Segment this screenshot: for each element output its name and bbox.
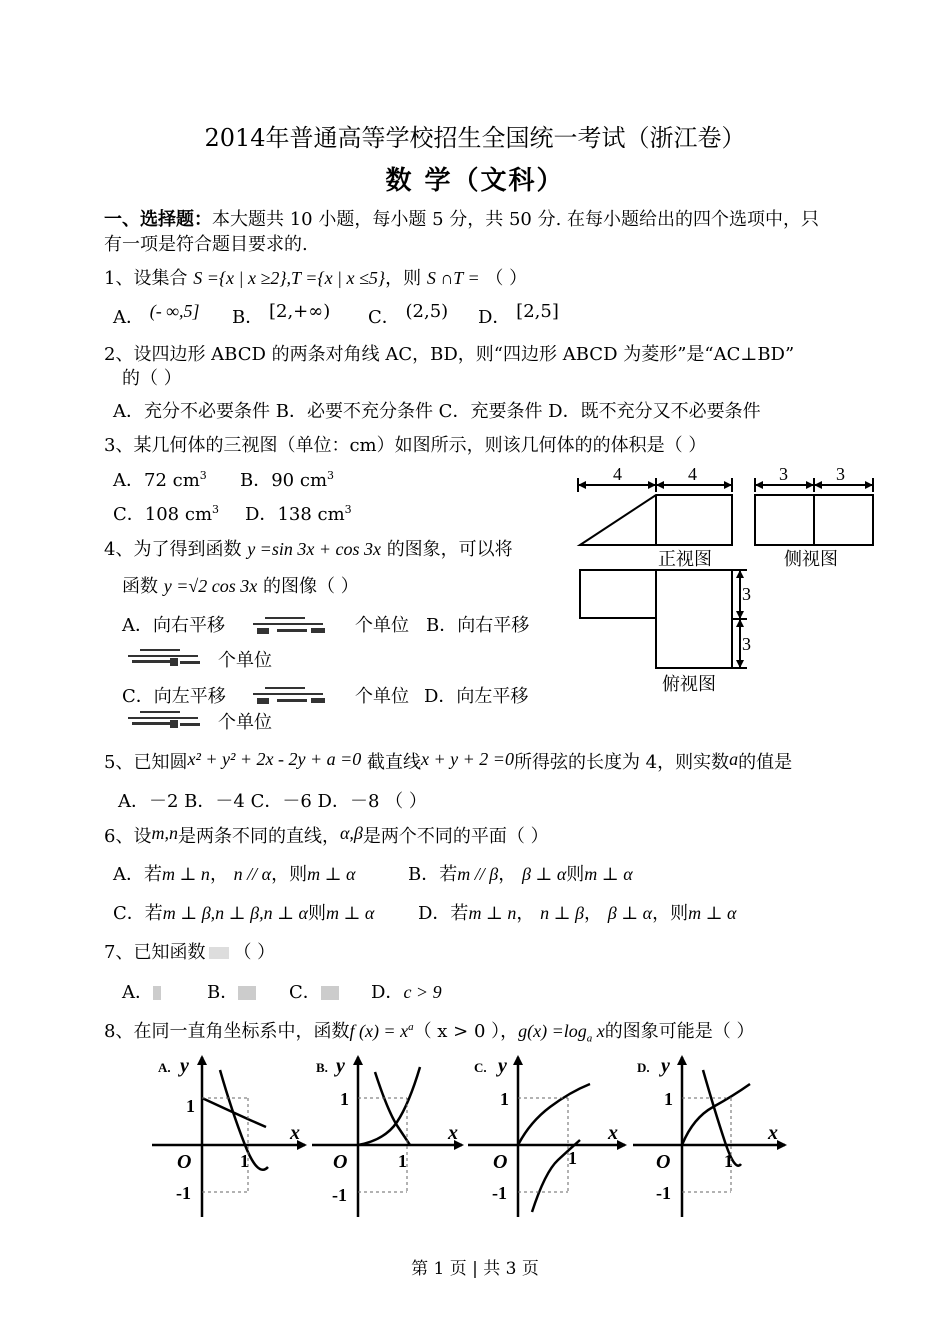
axis-y-label: y [661, 1055, 670, 1077]
axis-x-label: x [608, 1122, 618, 1144]
axis-y-label: y [498, 1055, 507, 1077]
graph-c[interactable] [468, 1055, 625, 1217]
q6-option-d[interactable] [418, 899, 736, 925]
option-math: m ⊥ β,n ⊥ β,n ⊥ α [162, 903, 308, 923]
q5-options[interactable]: A．－2 B．－4 C．－6 D．－8 （ ） [118, 791, 427, 812]
option-label: B． [232, 307, 264, 328]
option-math: m ⊥ n [162, 864, 210, 884]
page-number: 第 1 页 | 共 3 页 [411, 1259, 539, 1279]
formula-blur-icon [321, 986, 339, 1000]
q1-option-b[interactable] [232, 303, 330, 329]
origin-label: O [656, 1151, 671, 1173]
q4-option-c[interactable] [122, 682, 226, 708]
q4-option-d-unit: 个单位 [218, 712, 272, 733]
q2-options[interactable]: A．充分不必要条件 B．必要不充分条件 C．充要条件 D．既不充分又不必要条件 [113, 401, 761, 422]
tick-label: 1 [340, 1089, 349, 1109]
option-label: B．向右平移 [426, 615, 530, 636]
q4-option-b-unit: 个单位 [218, 650, 272, 671]
q1-prefix: 1、设集合 [104, 268, 188, 289]
option-math: n // α [233, 864, 272, 884]
q8-graphs [140, 1052, 800, 1227]
option-then: 则 [566, 864, 585, 885]
formula-blur-icon [238, 986, 256, 1000]
unit-exponent: 3 [327, 469, 335, 482]
q8-math-power: f (x) = x [349, 1021, 409, 1041]
section-intro [104, 205, 819, 231]
option-value: (- ∞,5] [149, 301, 200, 321]
unit-exponent: 3 [344, 503, 352, 516]
section-intro-line1: 本大题共 10 小题，每小题 5 分，共 50 分. 在每小题给出的四个选项中，只 [212, 209, 820, 230]
section-intro-line2: 有一项是符合题目要求的. [104, 234, 308, 255]
graph-d[interactable] [633, 1055, 785, 1217]
option-label: C． [289, 982, 321, 1003]
option-math: β ⊥ α [521, 864, 567, 884]
q6-prefix: 6、设 [104, 826, 152, 847]
option-label: A． [122, 982, 153, 1003]
q7-option-c[interactable] [289, 978, 339, 1004]
option-math: m // β [457, 864, 499, 884]
q8-cond: （ x > 0 ） [413, 1021, 501, 1042]
fraction-blur-icon [120, 646, 215, 670]
section-heading: 一、选择题： [104, 209, 212, 230]
axis-x-label: x [448, 1122, 458, 1144]
question-4-line2 [122, 572, 359, 598]
option-value: [2,5] [516, 301, 559, 322]
q3-option-b[interactable] [240, 466, 334, 492]
option-label: D．向左平移 [424, 686, 529, 707]
option-value: [2,+∞) [268, 301, 331, 322]
q1-math-sets: S ={x | x ≥2},T ={x | x ≤5} [193, 268, 386, 288]
q1-option-d[interactable] [478, 303, 559, 329]
tick-label: 1 [500, 1089, 509, 1109]
q3-option-c[interactable] [113, 500, 219, 526]
q5-math-line: x + y + 2 =0 [421, 749, 514, 769]
tick-label: 1 [240, 1151, 249, 1171]
dim-label: 3 [742, 584, 751, 604]
q1-option-a[interactable] [113, 303, 200, 329]
q4-line2-prefix: 函数 [122, 576, 158, 597]
question-8-stem [104, 1017, 755, 1045]
q4-option-a[interactable] [122, 611, 225, 637]
option-value: c > 9 [403, 982, 442, 1002]
question-4-stem [104, 535, 513, 561]
option-label: C．向左平移 [122, 686, 226, 707]
option-sep: ， [498, 864, 517, 885]
q8-log-arg: x [592, 1021, 605, 1041]
exam-title: 2014年普通高等学校招生全国统一考试（浙江卷） [204, 124, 746, 152]
option-label: D． [478, 307, 511, 328]
tick-label: 1 [398, 1151, 407, 1171]
tick-label: -1 [176, 1183, 191, 1203]
question-6-stem [104, 822, 549, 848]
q4-math-source: y =√2 cos 3x [163, 576, 258, 596]
tick-label: -1 [656, 1183, 671, 1203]
q4-suffix: 的图象，可以将 [386, 539, 513, 560]
q8-exp: a [408, 1021, 414, 1033]
graph-tag: B. [316, 1060, 328, 1075]
option-math: n ⊥ β [540, 903, 585, 923]
top-view-label: 俯视图 [662, 674, 716, 694]
q6-option-b[interactable] [408, 860, 633, 886]
q6-math-planes: α,β [339, 823, 363, 843]
formula-blur-icon [153, 986, 161, 1000]
q7-option-b[interactable] [207, 978, 256, 1004]
tick-label: -1 [332, 1185, 347, 1205]
three-view-figure [570, 460, 890, 700]
option-math: m ⊥ α [584, 864, 633, 884]
q8-sep: ， [500, 1021, 519, 1042]
q4-option-c-unit: 个单位 [355, 686, 409, 707]
option-value: (2,5) [405, 301, 449, 322]
option-math: β ⊥ α [607, 903, 653, 923]
fraction-blur-icon [120, 708, 215, 732]
q1-option-c[interactable] [368, 303, 448, 329]
side-view-label: 侧视图 [784, 549, 838, 569]
q5-prefix: 5、已知圆 [104, 752, 188, 773]
tick-label: 1 [664, 1089, 673, 1109]
option-label: B． [207, 982, 239, 1003]
graph-b[interactable] [312, 1055, 462, 1217]
graph-tag: A. [158, 1060, 171, 1075]
dim-label: 3 [836, 464, 845, 484]
axis-y-label: y [336, 1055, 345, 1077]
q3-option-d[interactable] [245, 500, 352, 526]
option-label: D． [371, 982, 404, 1003]
graph-tag: D. [637, 1060, 650, 1075]
option-sep: ， [209, 864, 228, 885]
axis-y-label: y [180, 1055, 189, 1077]
origin-label: O [177, 1151, 192, 1173]
fraction-blur-icon [245, 614, 340, 638]
dim-label: 3 [742, 634, 751, 654]
q8-log-base: a [586, 1032, 593, 1045]
q6-option-a[interactable] [113, 860, 356, 886]
origin-label: O [493, 1151, 508, 1173]
question-2-stem-line1: 2、设四边形 ABCD 的两条对角线 AC，BD，则“四边形 ABCD 为菱形”是“AC⊥BD” [104, 344, 795, 365]
option-sep: ， [516, 903, 535, 924]
dim-label: 4 [688, 464, 697, 484]
option-label: A．若 [113, 864, 162, 885]
q5-tail: 的值是 [738, 752, 793, 773]
q5-math-circle: x² + y² + 2x - 2y + a =0 [187, 749, 362, 769]
option-math: m ⊥ n [468, 903, 517, 923]
option-sep: ， [584, 903, 603, 924]
q3-option-a[interactable] [113, 466, 207, 492]
dim-label: 4 [613, 464, 622, 484]
q5-suffix: 所得弦的长度为 4，则实数 [513, 752, 730, 773]
graph-tag: C. [474, 1060, 487, 1075]
option-value: 138 cm [277, 504, 345, 525]
option-then: 则 [307, 903, 326, 924]
q6-option-c[interactable] [113, 899, 374, 925]
q7-prefix: 7、已知函数 [104, 942, 206, 963]
front-view-label: 正视图 [658, 549, 712, 569]
unit-exponent: 3 [212, 503, 220, 516]
option-math: m ⊥ α [325, 903, 375, 923]
q5-mid: 截直线 [367, 752, 422, 773]
option-value: 72 cm [144, 470, 200, 491]
option-label: A．向右平移 [122, 615, 225, 636]
option-math: m ⊥ α [688, 903, 737, 923]
q6-suffix: 是两个不同的平面（ ） [362, 826, 549, 847]
q8-math-log: g(x) =log [518, 1021, 587, 1041]
q4-option-b[interactable] [426, 611, 529, 637]
q4-line2-suffix: 的图像（ ） [262, 576, 359, 597]
option-label: B． [240, 470, 272, 491]
option-value: 90 cm [271, 470, 328, 491]
fraction-blur-icon [245, 684, 340, 708]
q8-prefix: 8、在同一直角坐标系中，函数 [104, 1021, 350, 1042]
option-label: C． [113, 504, 145, 525]
q4-option-a-unit: 个单位 [355, 615, 409, 636]
q1-suffix: ，则 [385, 268, 422, 289]
q6-math-lines: m,n [151, 823, 178, 843]
option-value: 108 cm [144, 504, 213, 525]
q7-option-d[interactable] [371, 978, 442, 1004]
formula-blur-icon [209, 947, 229, 959]
q4-option-d[interactable] [424, 682, 528, 708]
question-1-stem [104, 264, 527, 290]
option-then: ，则 [652, 903, 689, 924]
option-label: A． [113, 307, 144, 328]
q1-tail: （ ） [485, 268, 528, 289]
graph-a[interactable] [152, 1055, 305, 1217]
option-math: m ⊥ α [307, 864, 356, 884]
q6-mid: 是两条不同的直线， [177, 826, 340, 847]
axis-x-label: x [768, 1122, 778, 1144]
q4-math-function: y =sin 3x + cos 3x [247, 539, 381, 559]
tick-label: -1 [492, 1183, 507, 1203]
q5-var: a [729, 749, 739, 769]
option-label: B．若 [408, 864, 458, 885]
q7-tail: （ ） [233, 942, 276, 963]
question-7-stem [104, 938, 275, 964]
origin-label: O [333, 1151, 348, 1173]
tick-label: 1 [568, 1148, 577, 1168]
q4-prefix: 4、为了得到函数 [104, 539, 242, 560]
option-label: C．若 [113, 903, 163, 924]
question-5-stem [104, 748, 792, 774]
option-label: A． [113, 470, 144, 491]
question-2-stem-line2: 的（ ） [122, 368, 182, 389]
option-label: D． [245, 504, 278, 525]
question-3-stem: 3、某几何体的三视图（单位：cm）如图所示，则该几何体的的体积是（ ） [104, 435, 707, 456]
tick-label: 1 [186, 1096, 195, 1116]
option-label: C． [368, 307, 400, 328]
unit-exponent: 3 [199, 469, 207, 482]
exam-subtitle: 数 学（文科） [385, 166, 565, 196]
q8-suffix: 的图象可能是（ ） [604, 1021, 755, 1042]
tick-label: 1 [724, 1151, 733, 1171]
dim-label: 3 [779, 464, 788, 484]
q7-option-a[interactable] [122, 978, 161, 1004]
option-label: D．若 [418, 903, 469, 924]
q1-math-intersection: S ∩T = [426, 268, 480, 288]
axis-x-label: x [290, 1122, 300, 1144]
option-then: ，则 [271, 864, 308, 885]
